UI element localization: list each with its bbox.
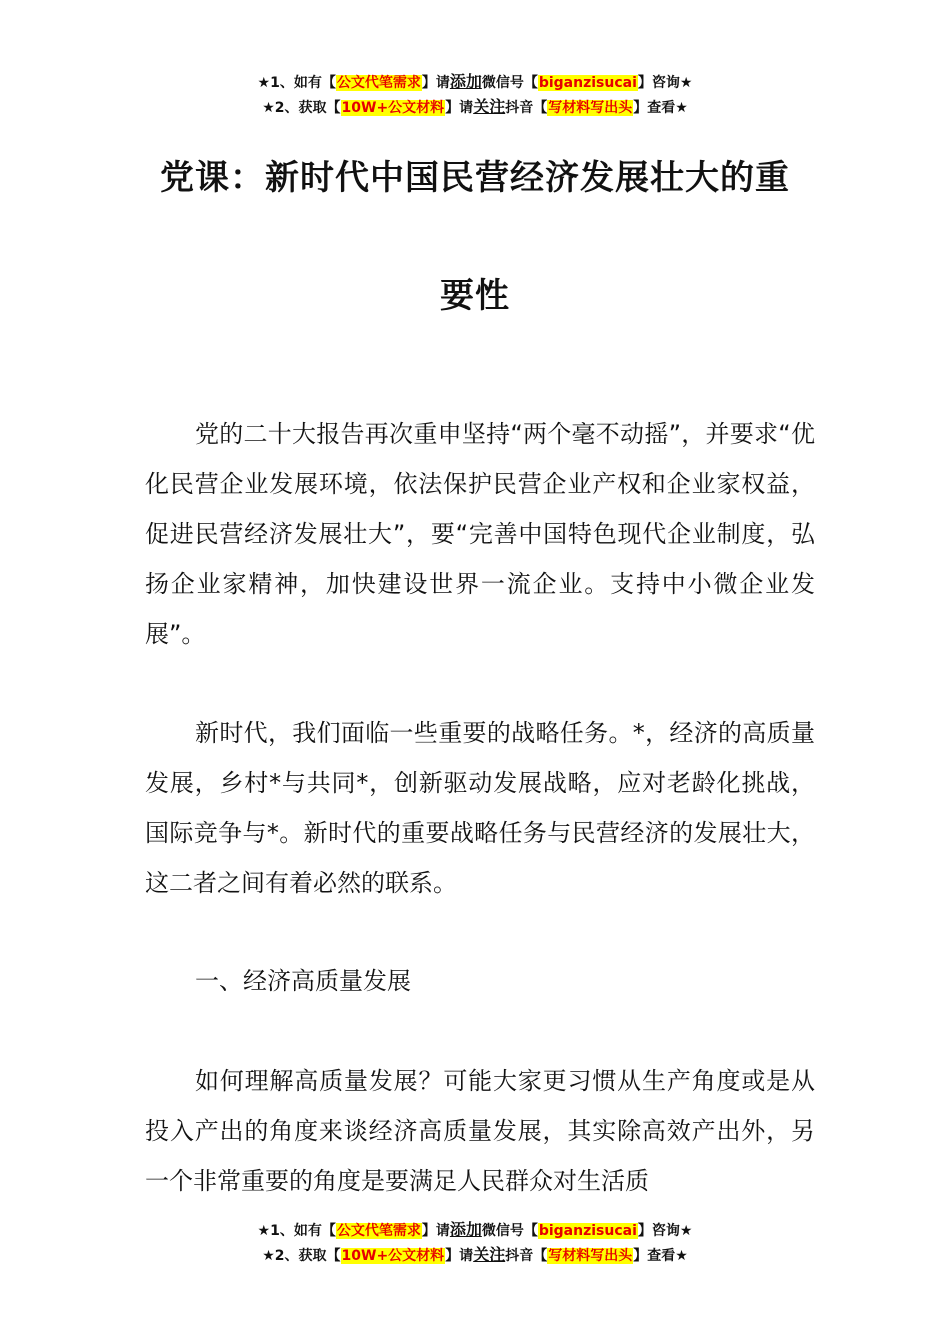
banner-underlined-text: 添加 (449, 1220, 482, 1239)
banner-highlight: 写材料写出头 (548, 100, 633, 116)
banner-text: 】请 (445, 100, 474, 116)
banner-wechat-id: biganzisucai (538, 1223, 637, 1239)
banner-text: 抖音【 (505, 1248, 548, 1264)
banner-line-2 (0, 1243, 950, 1268)
banner-highlight: 公文代笔需求 (336, 1223, 421, 1239)
banner-line-1 (0, 1218, 950, 1243)
banner-wechat-id: biganzisucai (538, 75, 637, 91)
document-title-line-2: 要性 (440, 276, 510, 316)
banner-text: 微信号【 (481, 1223, 538, 1239)
banner-text: ★1、如有【 (257, 75, 336, 91)
banner-underlined-text: 关注 (473, 1245, 506, 1264)
banner-text: 】查看★ (633, 100, 688, 116)
section-heading-1: 一、经济高质量发展 (195, 967, 411, 995)
banner-line-2 (0, 95, 950, 120)
banner-underlined-text: 添加 (449, 72, 482, 91)
banner-text: 】请 (421, 75, 450, 91)
banner-highlight: 10W+公文材料 (341, 1248, 445, 1264)
banner-highlight: 公文代笔需求 (336, 75, 421, 91)
banner-highlight: 写材料写出头 (548, 1248, 633, 1264)
banner-text: ★2、获取【 (262, 100, 341, 116)
paragraph-1: 党的二十大报告再次重申坚持“两个毫不动摇”，并要求“优化民营企业发展环境，依法保护民营企业产权和企业家权益，促进民营经济发展壮大”，要“完善中国特色现代企业制度，弘扬企业家精神，加快建设世界一流企业。支持中小微企业发展”。 (145, 420, 815, 648)
document-title-line-1: 党课：新时代中国民营经济发展壮大的重 (160, 158, 790, 198)
banner-text: 抖音【 (505, 100, 548, 116)
banner-text: ★1、如有【 (257, 1223, 336, 1239)
banner-highlight: 10W+公文材料 (341, 100, 445, 116)
banner-text: 】咨询★ (637, 1223, 693, 1239)
banner-text: 微信号【 (481, 75, 538, 91)
banner-text: 】咨询★ (637, 75, 693, 91)
banner-underlined-text: 关注 (473, 97, 506, 116)
banner-text: 】请 (445, 1248, 474, 1264)
banner-line-1 (0, 70, 950, 95)
paragraph-2: 新时代，我们面临一些重要的战略任务。*，经济的高质量发展，乡村*与共同*，创新驱动发展战略，应对老龄化挑战，国际竞争与*。新时代的重要战略任务与民营经济的发展壮大，这二者之间有着必然的联系。 (145, 719, 815, 897)
top-banner (0, 70, 950, 120)
banner-text: 】查看★ (633, 1248, 688, 1264)
bottom-banner (0, 1218, 950, 1268)
paragraph-3: 如何理解高质量发展？可能大家更习惯从生产角度或是从投入产出的角度来谈经济高质量发展，其实除高效产出外，另一个非常重要的角度是要满足人民群众对生活质 (145, 1067, 815, 1195)
banner-text: 】请 (421, 1223, 450, 1239)
banner-text: ★2、获取【 (262, 1248, 341, 1264)
